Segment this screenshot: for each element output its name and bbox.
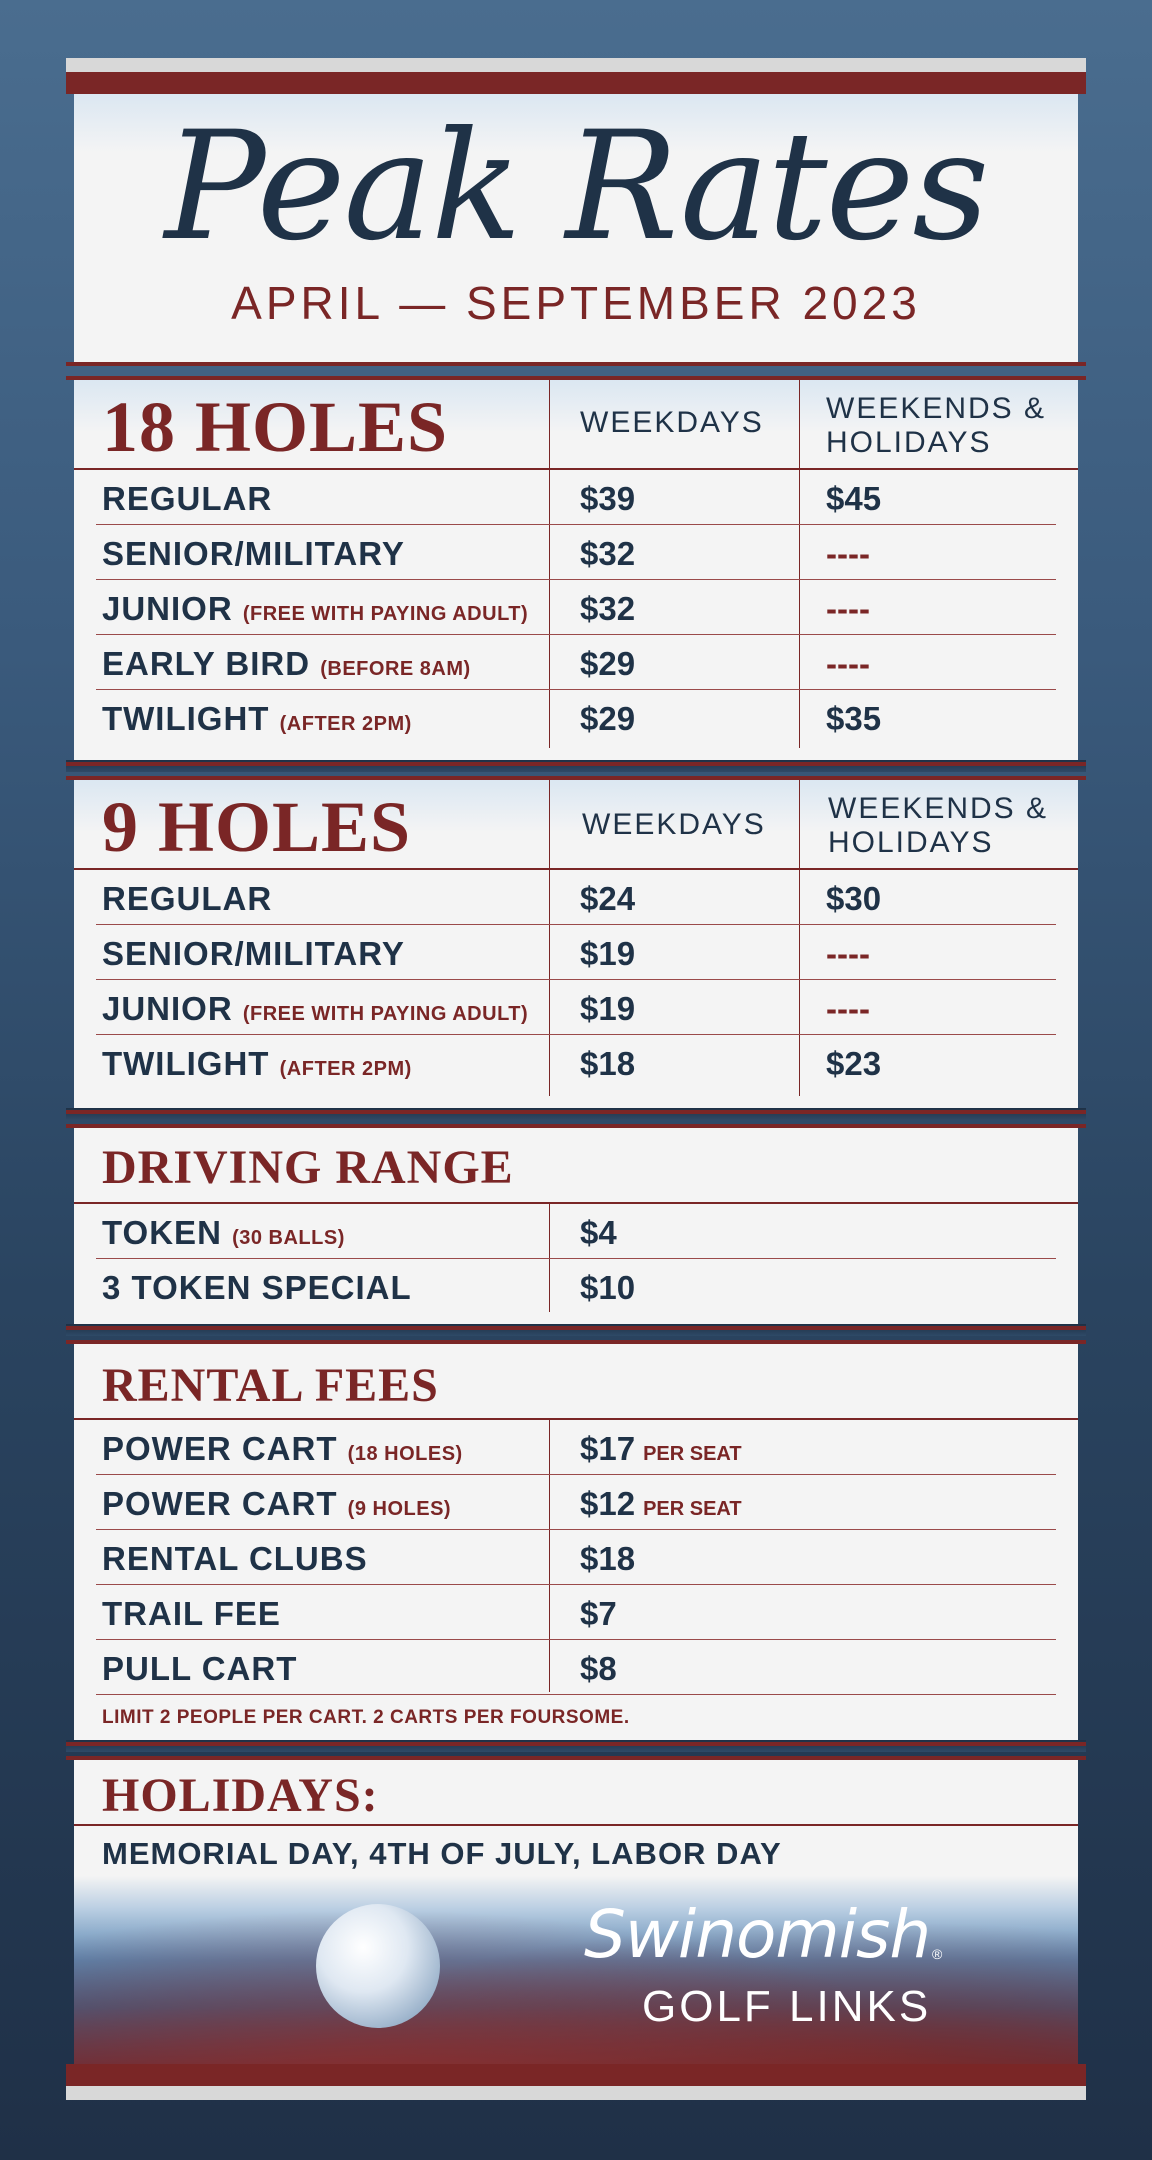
weekday-price: $19 [580,935,636,972]
section-rental-head [74,1344,1078,1420]
row-label: POWER CART (18 HOLES) [102,1430,463,1467]
section-range-head [74,1128,1078,1204]
divider [66,1110,1086,1114]
row-label: RENTAL CLUBS [102,1540,368,1577]
header-panel [74,94,1078,362]
table-row [96,1530,1056,1585]
weekday-price: $39 [580,480,636,517]
rates-table [74,870,1078,1090]
weekend-price: $35 [826,700,882,737]
weekend-price: $30 [826,880,882,917]
table-row [96,1640,1056,1695]
section-9-head [74,780,1078,870]
table-row [96,635,1056,690]
divider [66,1742,1086,1746]
holidays-list: MEMORIAL DAY, 4TH OF JULY, LABOR DAY [102,1836,782,1871]
section-title: RENTAL FEES [102,1359,439,1412]
section-title: 18 HOLES [102,387,449,467]
table-row [96,1259,1056,1314]
table-row [96,1420,1056,1475]
section-18-head [74,380,1078,470]
weekend-price: ---- [826,645,870,682]
page-title: Peak Rates [164,100,988,274]
section-9-holes [74,780,1078,1108]
row-label: REGULAR [102,880,273,917]
rental-table [74,1420,1078,1695]
section-title: 9 HOLES [102,787,412,867]
price: $8 [580,1650,617,1687]
weekend-price: $23 [826,1045,882,1082]
price: $18 [580,1540,636,1577]
section-18-holes [74,380,1078,760]
weekday-price: $18 [580,1045,636,1082]
section-rental-fees [74,1344,1078,1740]
col-weekdays: WEEKDAYS [582,808,766,841]
top-rail [66,58,1086,94]
weekend-price: ---- [826,990,870,1027]
weekday-price: $19 [580,990,636,1027]
price: $17 PER SEAT [580,1430,742,1467]
table-row [96,925,1056,980]
rental-footnote: LIMIT 2 PEOPLE PER CART. 2 CARTS PER FOURSOME. [102,1707,630,1728]
row-label: TRAIL FEE [102,1595,281,1632]
row-label: 3 TOKEN SPECIAL [102,1269,412,1306]
rates-table [74,470,1078,745]
table-row [96,580,1056,635]
logo-subtitle: GOLF LINKS [642,1982,932,2031]
col-weekends-line2: HOLIDAYS [828,826,994,859]
row-label: TWILIGHT (AFTER 2PM) [102,700,412,737]
weekday-price: $29 [580,700,636,737]
golf-ball-photo [74,1876,1078,2064]
weekday-price: $29 [580,645,636,682]
table-row [96,1475,1056,1530]
row-label: EARLY BIRD (BEFORE 8AM) [102,645,471,682]
rail-grey-bar [66,58,1086,72]
divider [66,1326,1086,1330]
section-driving-range [74,1128,1078,1324]
table-row [96,1204,1056,1259]
weekday-price: $32 [580,590,636,627]
table-row [96,870,1056,925]
weekend-price: ---- [826,590,870,627]
price: $10 [580,1269,636,1306]
row-label: PULL CART [102,1650,298,1687]
weekend-price: $45 [826,480,882,517]
logo-wordmark: Swinomish [584,1896,931,1973]
weekend-price: ---- [826,935,870,972]
price: $7 [580,1595,617,1632]
table-row [96,470,1056,525]
row-label: JUNIOR (FREE WITH PAYING ADULT) [102,590,529,627]
row-label: JUNIOR (FREE WITH PAYING ADULT) [102,990,529,1027]
weekday-price: $24 [580,880,636,917]
col-weekends-line1: WEEKENDS & [828,792,1049,825]
col-weekends [826,392,1046,460]
weekday-price: $32 [580,535,636,572]
rail-grey-bar [66,2086,1086,2100]
registered-mark: ® [932,1946,943,1962]
row-label: SENIOR/MILITARY [102,535,405,572]
row-label: TWILIGHT (AFTER 2PM) [102,1045,412,1082]
rail-red-bar [66,2064,1086,2086]
table-row [96,525,1056,580]
col-weekdays: WEEKDAYS [580,406,764,439]
divider [66,362,1086,366]
rail-red-bar [66,72,1086,94]
row-label: SENIOR/MILITARY [102,935,405,972]
row-label: POWER CART (9 HOLES) [102,1485,452,1522]
section-title: DRIVING RANGE [102,1141,514,1194]
col-weekends-line2: HOLIDAYS [826,426,992,459]
bottom-rail [66,2064,1086,2102]
col-weekends [828,792,1048,860]
section-title: HOLIDAYS: [102,1769,379,1822]
weekend-price: ---- [826,535,870,572]
row-label: TOKEN (30 BALLS) [102,1214,345,1251]
col-weekends-line1: WEEKENDS & [826,392,1047,425]
table-row [96,1035,1056,1090]
range-table [74,1204,1078,1314]
section-holidays [74,1760,1078,1876]
row-label: REGULAR [102,480,273,517]
table-row [96,980,1056,1035]
price: $4 [580,1214,617,1251]
table-row [96,1585,1056,1640]
page-subtitle: APRIL — SEPTEMBER 2023 [231,277,921,329]
golf-ball-icon [316,1904,440,2028]
section-holidays-head [74,1760,1078,1826]
divider [66,762,1086,766]
table-row [96,690,1056,745]
price: $12 PER SEAT [580,1485,742,1522]
